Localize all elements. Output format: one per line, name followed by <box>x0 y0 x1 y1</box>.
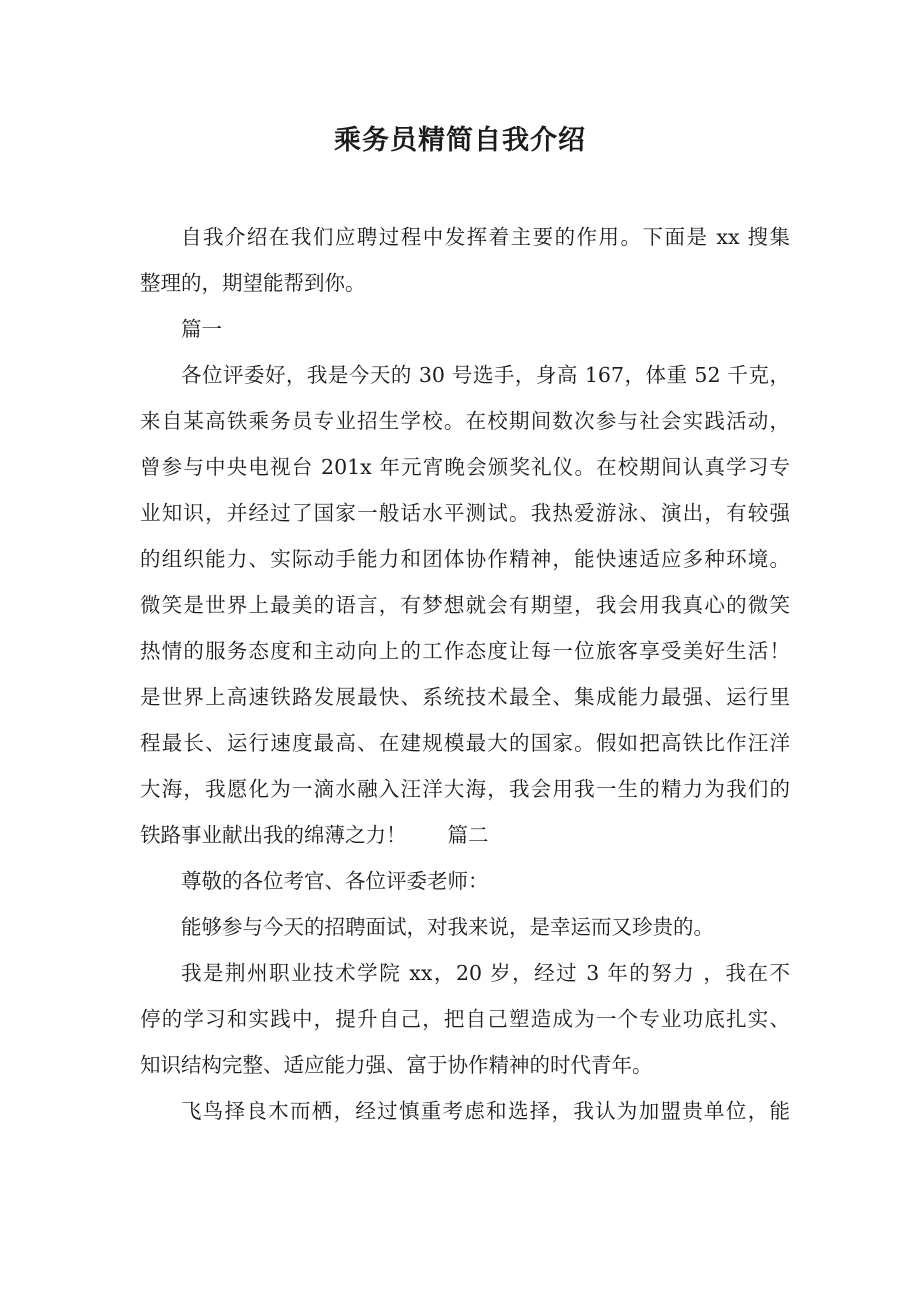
text-line: 曾参与中央电视台 201x 年元宵晚会颁奖礼仪。在校期间认真学习专 <box>140 455 790 479</box>
text-line: 微笑是世界上最美的语言，有梦想就会有期望，我会用我真心的微笑 <box>140 593 790 617</box>
text-line: 自我介绍在我们应聘过程中发挥着主要的作用。下面是 xx 搜集 <box>181 225 790 249</box>
text-line: 来自某高铁乘务员专业招生学校。在校期间数次参与社会实践活动， <box>140 409 790 433</box>
text-line: 大海，我愿化为一滴水融入汪洋大海，我会用我一生的精力为我们的 <box>140 777 790 801</box>
text-line: 知识结构完整、适应能力强、富于协作精神的时代青年。 <box>140 1053 653 1077</box>
text-line: 停的学习和实践中，提升自己，把自己塑造成为一个专业功底扎实、 <box>140 1007 790 1031</box>
text-line: 飞鸟择良木而栖，经过慎重考虑和选择，我认为加盟贵单位，能 <box>181 1099 790 1123</box>
document-title: 乘务员精简自我介绍 <box>334 125 586 156</box>
text-line: 整理的，期望能帮到你。 <box>140 271 366 295</box>
text-line: 我是荆州职业技术学院 xx，20 岁，经过 3 年的努力 ，我在不 <box>181 961 790 985</box>
text-line: 是世界上高速铁路发展最快、系统技术最全、集成能力最强、运行里 <box>140 685 790 709</box>
text-line: 各位评委好，我是今天的 30 号选手，身高 167，体重 52 千克， <box>181 363 790 387</box>
text-line: 业知识，并经过了国家一般话水平测试。我热爱游泳、演出，有较强 <box>140 501 790 525</box>
text-line: 的组织能力、实际动手能力和团体协作精神，能快速适应多种环境。 <box>140 547 790 571</box>
text-line: 篇一 <box>181 317 222 341</box>
text-line: 程最长、运行速度最高、在建规模最大的国家。假如把高铁比作汪洋 <box>140 731 790 755</box>
text-line: 能够参与今天的招聘面试，对我来说，是幸运而又珍贵的。 <box>181 915 714 939</box>
text-line: 铁路事业献出我的绵薄之力！ 篇二 <box>140 823 489 847</box>
document-body <box>140 214 790 1134</box>
text-line: 热情的服务态度和主动向上的工作态度让每一位旅客享受美好生活！ <box>140 639 790 663</box>
text-line: 尊敬的各位考官、各位评委老师： <box>181 869 489 893</box>
